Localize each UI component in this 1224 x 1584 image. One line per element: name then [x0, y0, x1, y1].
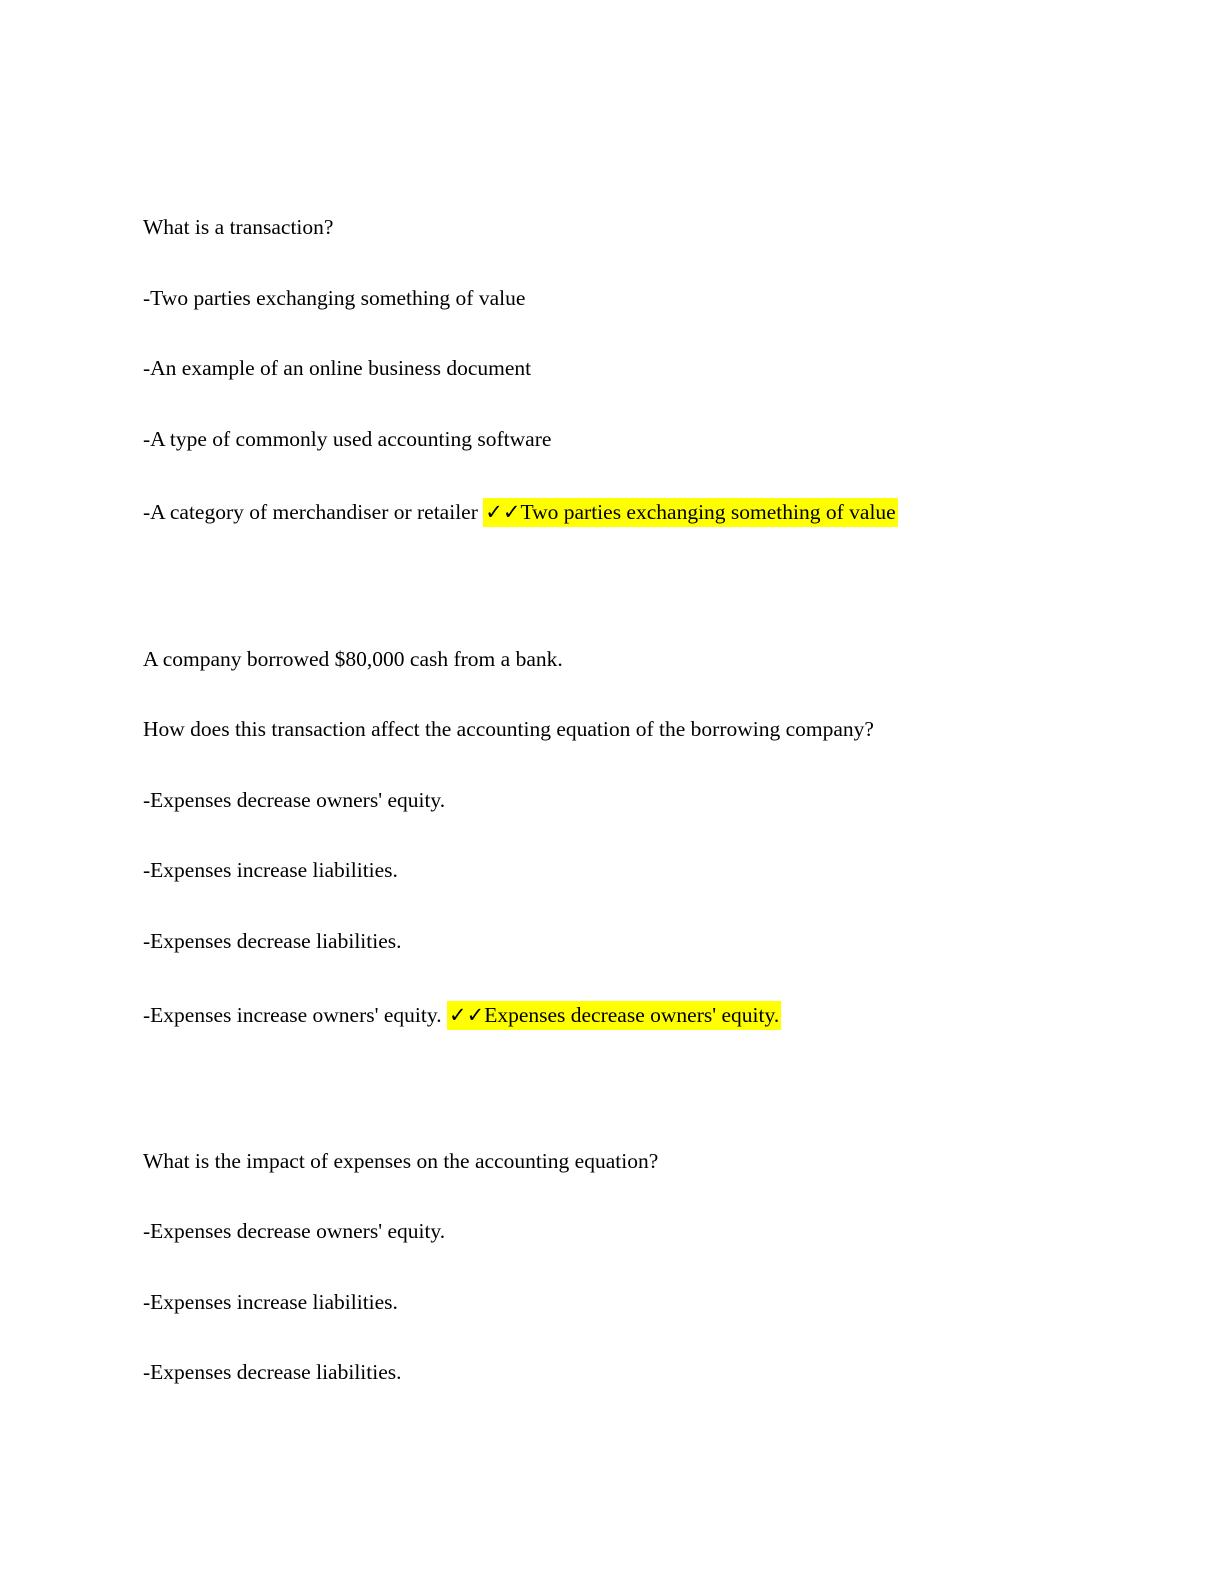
question-2-answer-highlight	[447, 1001, 781, 1030]
question-1-answer-text: Two parties exchanging something of value	[520, 500, 896, 524]
question-3-option-3: -Expenses decrease liabilities.	[143, 1360, 402, 1384]
question-1-option-3: -A type of commonly used accounting software	[143, 427, 552, 451]
question-3-prompt: What is the impact of expenses on the accounting equation?	[143, 1149, 659, 1173]
question-2-option-4: -Expenses increase owners' equity.	[143, 1003, 442, 1027]
question-1-option-1: -Two parties exchanging something of value	[143, 286, 526, 310]
question-2-option-2: -Expenses increase liabilities.	[143, 858, 398, 882]
question-2-option-1: -Expenses decrease owners' equity.	[143, 788, 446, 812]
question-2-option-4-row	[143, 1001, 781, 1029]
checkmark-icon: ✓✓	[485, 500, 521, 524]
question-3-option-2: -Expenses increase liabilities.	[143, 1290, 398, 1314]
question-1-prompt: What is a transaction?	[143, 215, 334, 239]
question-2-prompt-line-2: How does this transaction affect the accounting equation of the borrowing company?	[143, 717, 874, 741]
question-2-option-3: -Expenses decrease liabilities.	[143, 929, 402, 953]
question-3-option-1: -Expenses decrease owners' equity.	[143, 1219, 446, 1243]
question-2-answer-text: Expenses decrease owners' equity.	[484, 1003, 780, 1027]
question-1-option-4: -A category of merchandiser or retailer	[143, 500, 478, 524]
question-1-answer-highlight	[483, 498, 897, 527]
question-1-option-2: -An example of an online business document	[143, 356, 532, 380]
checkmark-icon: ✓✓	[448, 1003, 485, 1027]
question-1-option-4-row	[143, 498, 898, 526]
question-2-prompt-line-1: A company borrowed $80,000 cash from a bank.	[143, 647, 563, 671]
